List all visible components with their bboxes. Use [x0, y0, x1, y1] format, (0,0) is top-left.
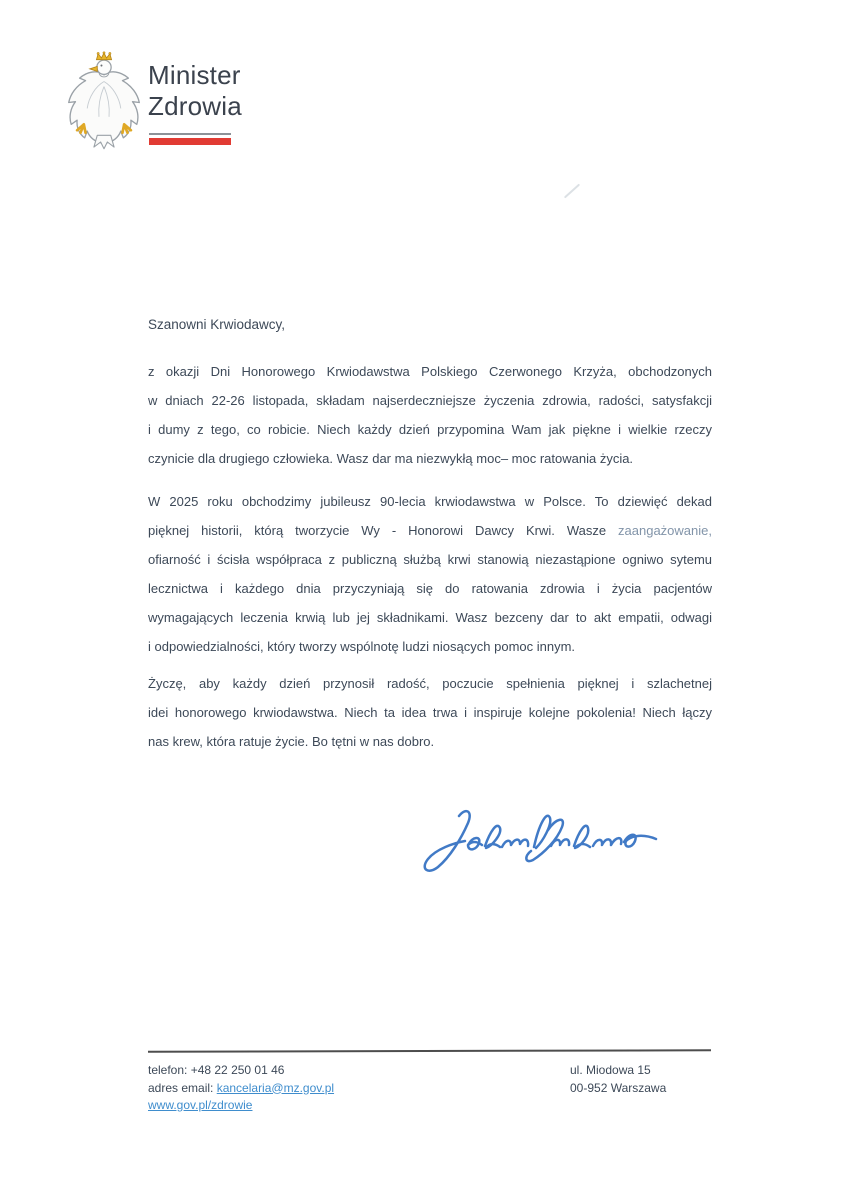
signature-ink-icon: [416, 790, 666, 882]
text-line: czynicie dla drugiego człowieka. Wasz dar ma niezwykłą moc– moc ratowania życia.: [148, 451, 634, 466]
text-line: nas krew, która ratuje życie. Bo tętni w nas dobro.: [148, 734, 435, 749]
flag-white-stripe: [149, 133, 231, 135]
text-line: ofiarność i ścisła współpraca z publiczną służbą krwi stanowią niezastąpione ogniwo sytemu: [148, 552, 712, 567]
text-line: lecznictwa i każdego dnia przyczyniają się do ratowania zdrowia i życia pacjentów: [148, 581, 712, 596]
footer-email-row: [148, 1080, 468, 1098]
flag-red-stripe: [149, 138, 231, 145]
light-ink-word: zaangażowanie,: [618, 523, 712, 538]
text-line: idei honorowego krwiodawstwa. Niech ta idea trwa i inspiruje kolejne pokolenia! Niech łączy: [148, 705, 712, 720]
footer-address-street: ul. Miodowa 15: [570, 1063, 651, 1077]
handwritten-signature: [416, 790, 666, 882]
letter-paragraph: [148, 669, 712, 756]
letter-paragraph: [148, 487, 712, 661]
footer-contact-block: [148, 1062, 468, 1115]
polish-eagle-icon: [62, 50, 146, 150]
coat-of-arms: [62, 50, 146, 150]
scan-artifact-mark: [564, 184, 580, 199]
ministry-title: [148, 60, 242, 122]
text-line: w dniach 22-26 listopada, składam najserdeczniejsze życzenia zdrowia, radości, satysfakcji: [148, 393, 712, 408]
footer-divider: [148, 1049, 711, 1052]
poland-flag-bar: [149, 133, 231, 145]
text-line: W 2025 roku obchodzimy jubileusz 90-lecia krwiodawstwa w Polsce. To dziewięć dekad: [148, 494, 712, 509]
ministry-title-line1: Minister: [148, 60, 241, 90]
text-line: i dumy z tego, co robicie. Niech każdy dzień przypomina Wam jak piękne i wielkie rzeczy: [148, 422, 712, 437]
salutation: Szanowni Krwiodawcy,: [148, 317, 286, 332]
text-line: Życzę, aby każdy dzień przynosił radość, poczucie spełnienia pięknej i szlachetnej: [148, 676, 712, 691]
footer-email-label: adres email:: [148, 1080, 217, 1095]
footer-address-block: [570, 1062, 770, 1097]
text-line: wymagających leczenia krwią lub jej składnikami. Wasz bezceny dar to akt empatii, odwagi: [148, 610, 712, 625]
footer-website-link[interactable]: www.gov.pl/zdrowie: [148, 1098, 253, 1112]
footer-phone: telefon: +48 22 250 01 46: [148, 1063, 285, 1077]
text-line: i odpowiedzialności, który tworzy wspólnotę ludzi niosących pomoc innym.: [148, 639, 576, 654]
text-line: pięknej historii, którą tworzycie Wy - Honorowi Dawcy Krwi. Wasze zaangażowanie,: [148, 523, 712, 538]
ministry-title-line2: Zdrowia: [148, 91, 242, 121]
footer-address-city: 00-952 Warszawa: [570, 1080, 667, 1095]
text-line: z okazji Dni Honorowego Krwiodawstwa Polskiego Czerwonego Krzyża, obchodzonych: [148, 364, 712, 379]
letter-paragraph: [148, 357, 712, 473]
footer-email-link[interactable]: kancelaria@mz.gov.pl: [216, 1080, 335, 1095]
